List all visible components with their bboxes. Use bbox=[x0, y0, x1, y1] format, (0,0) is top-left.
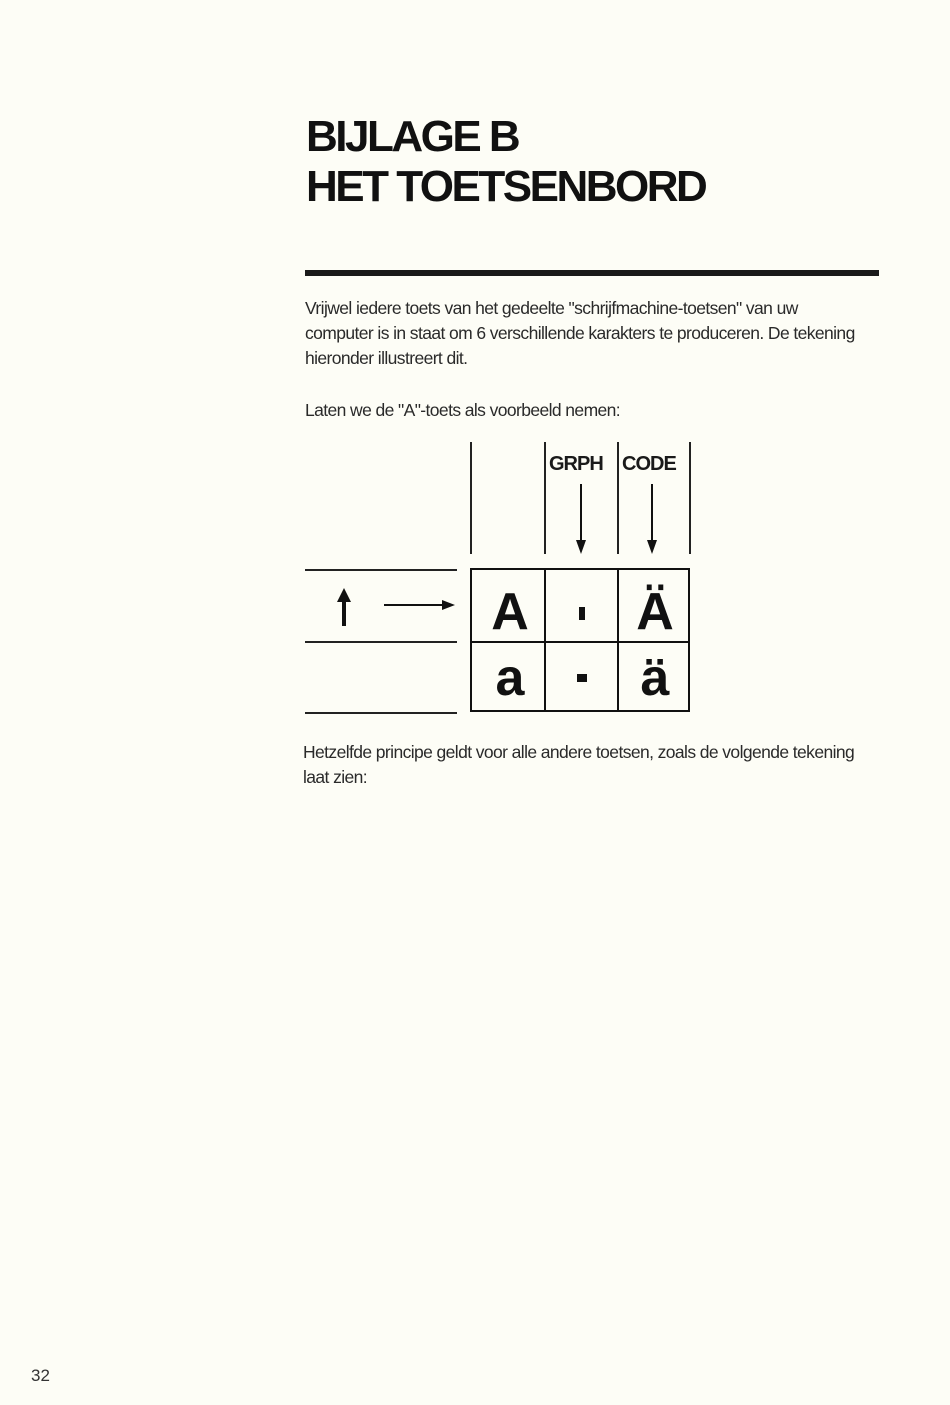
key-char-lower-normal: a bbox=[495, 649, 525, 707]
code-label: CODE bbox=[622, 453, 676, 475]
guide-line bbox=[617, 442, 619, 554]
grph-label: GRPH bbox=[549, 453, 603, 475]
guide-line bbox=[305, 569, 457, 571]
key-char-lower-code: ä bbox=[640, 649, 670, 707]
down-arrow-icon bbox=[645, 484, 659, 556]
guide-line bbox=[544, 442, 546, 554]
example-paragraph: Laten we de "A"-toets als voorbeeld nemen: bbox=[305, 400, 621, 420]
page-number: 32 bbox=[31, 1366, 50, 1385]
guide-line bbox=[305, 712, 457, 714]
key-char-upper-grph bbox=[546, 582, 618, 655]
grph-upper-glyph-icon bbox=[546, 582, 618, 642]
guide-line bbox=[305, 641, 457, 643]
key-char-upper-normal: A bbox=[491, 583, 529, 641]
title-line-1: BIJLAGE B bbox=[306, 112, 519, 161]
guide-line bbox=[689, 442, 691, 554]
key-char-upper-code: Ä bbox=[636, 583, 674, 641]
shift-arrow-up-icon bbox=[336, 588, 352, 628]
outro-paragraph: Hetzelfde principe geldt voor alle andere toetsen, zoals de volgende tekening laat zien: bbox=[303, 742, 855, 787]
title-line-2: HET TOETSENBORD bbox=[306, 162, 706, 211]
page-title bbox=[306, 112, 705, 212]
guide-line bbox=[470, 442, 472, 554]
title-divider bbox=[305, 270, 879, 276]
down-arrow-icon bbox=[574, 484, 588, 556]
grph-lower-glyph-icon bbox=[546, 648, 618, 708]
a-key-box bbox=[470, 568, 690, 712]
intro-paragraph: Vrijwel iedere toets van het gedeelte "schrijfmachine-toetsen" van uw computer is in staat om 6 verschillende karakters te produceren. De tekening hieronder illustreert dit. bbox=[305, 298, 855, 368]
right-arrow-icon bbox=[384, 598, 456, 612]
key-char-lower-grph bbox=[546, 648, 618, 721]
